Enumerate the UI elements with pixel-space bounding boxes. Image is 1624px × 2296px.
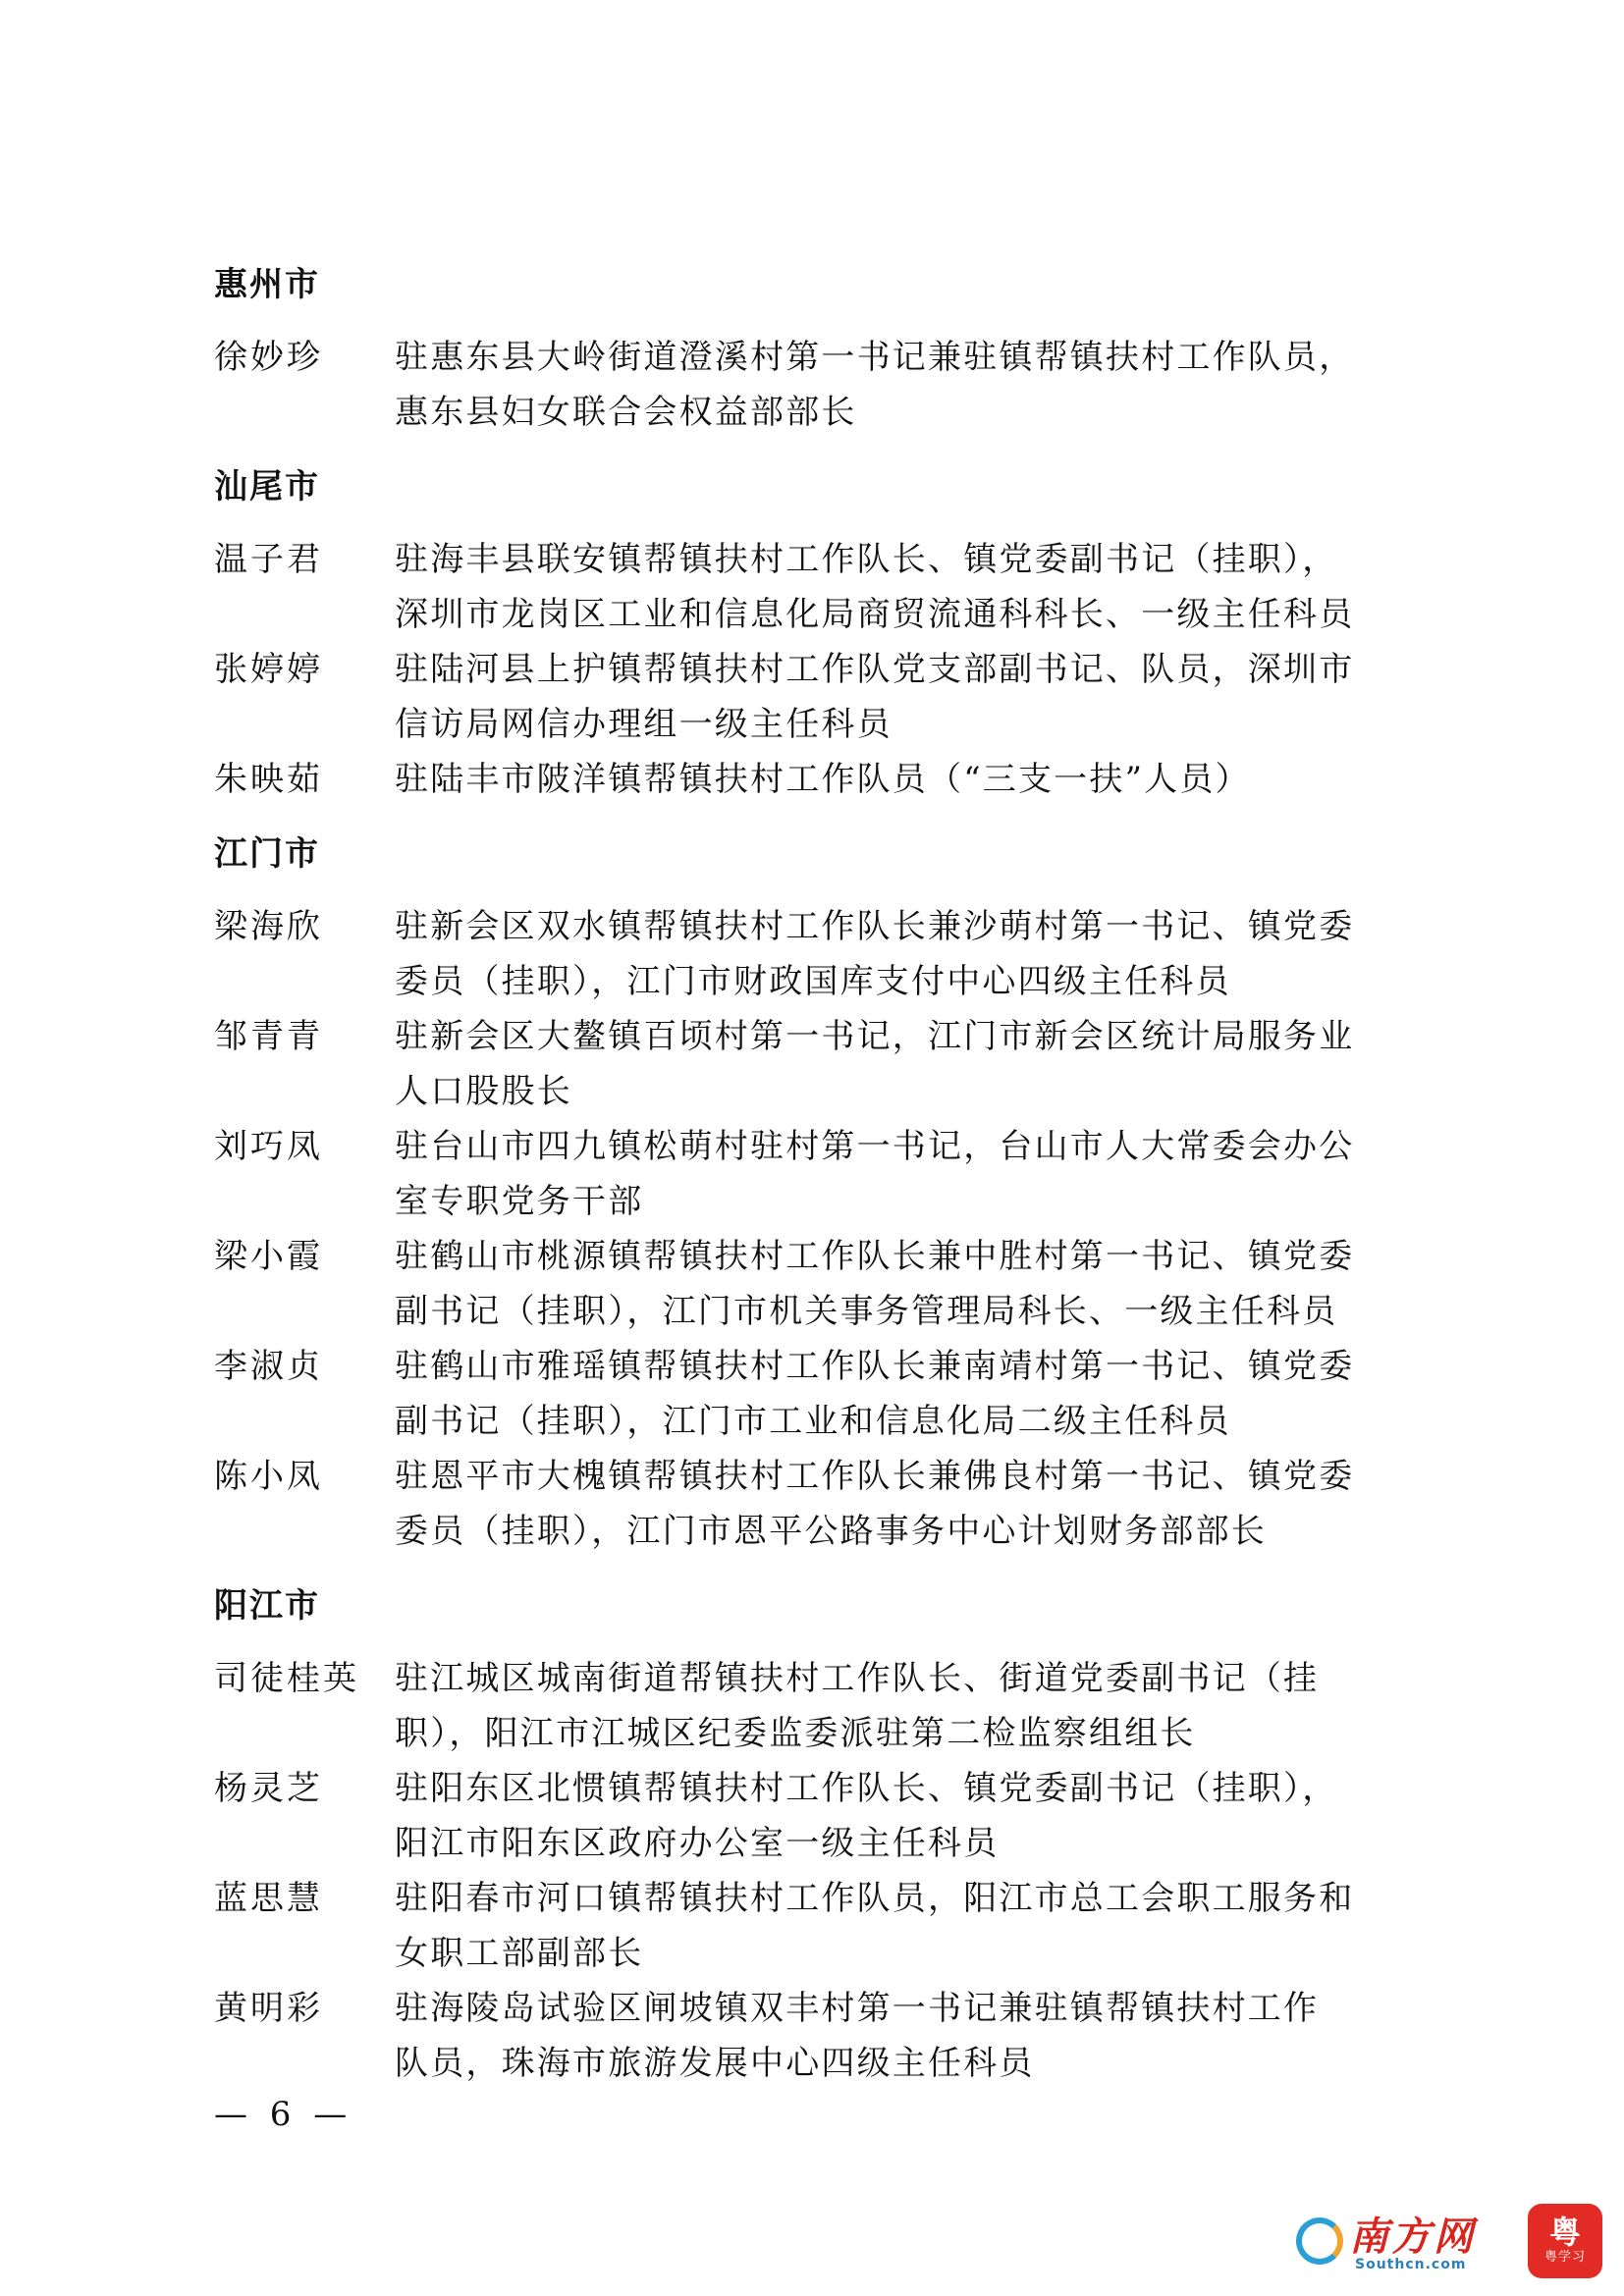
description-line: 驻新会区大鳌镇百顷村第一书记，江门市新会区统计局服务业 <box>395 1017 1355 1056</box>
person-name: 徐妙珍 <box>214 338 323 377</box>
description-line: 委员（挂职），江门市财政国库支付中心四级主任科员 <box>395 962 1231 1001</box>
description-line: 队员，珠海市旅游发展中心四级主任科员 <box>395 2044 1035 2083</box>
description-line: 驻阳春市河口镇帮镇扶村工作队员，阳江市总工会职工服务和 <box>395 1879 1355 1918</box>
list-item <box>214 642 1422 752</box>
description-line: 职），阳江市江城区纪委监委派驻第二检监察组组长 <box>395 1714 1196 1753</box>
description-line: 副书记（挂职），江门市工业和信息化局二级主任科员 <box>395 1402 1231 1441</box>
xuexi-badge-icon <box>1528 2204 1602 2278</box>
description-line: 驻鹤山市桃源镇帮镇扶村工作队长兼中胜村第一书记、镇党委 <box>395 1237 1355 1276</box>
list-item <box>214 1339 1422 1449</box>
person-description <box>395 1229 1420 1339</box>
list-item <box>214 1871 1422 1981</box>
description-line: 驻海丰县联安镇帮镇扶村工作队长、镇党委副书记（挂职）， <box>395 540 1338 579</box>
description-line: 副书记（挂职），江门市机关事务管理局科长、一级主任科员 <box>395 1292 1338 1331</box>
list-item <box>214 1229 1422 1339</box>
watermark-logo <box>1296 2204 1602 2278</box>
page-number: — 6 — <box>214 2095 353 2134</box>
person-name: 张婷婷 <box>214 650 323 689</box>
person-name: 梁小霞 <box>214 1237 323 1276</box>
description-line: 室专职党务干部 <box>395 1182 644 1221</box>
person-name: 黄明彩 <box>214 1989 323 2028</box>
person-description <box>395 532 1420 642</box>
person-description <box>395 1651 1420 1761</box>
description-line: 驻陆丰市陂洋镇帮镇扶村工作队员（“三支一扶”人员） <box>395 760 1251 799</box>
person-name: 杨灵芝 <box>214 1769 323 1808</box>
description-line: 人口股股长 <box>395 1072 572 1111</box>
list-item <box>214 1981 1422 2091</box>
southcn-swirl-icon <box>1296 2217 1343 2265</box>
description-line: 驻惠东县大岭街道澄溪村第一书记兼驻镇帮镇扶村工作队员， <box>395 338 1355 377</box>
list-item <box>214 532 1422 642</box>
city-heading: 汕尾市 <box>214 467 320 507</box>
watermark-url: Southcn.com <box>1355 2257 1467 2272</box>
person-description <box>395 1009 1420 1119</box>
person-name: 温子君 <box>214 540 323 579</box>
person-description <box>395 1119 1420 1229</box>
list-item <box>214 899 1422 1009</box>
person-name: 朱映茹 <box>214 760 323 799</box>
person-name: 蓝思慧 <box>214 1879 323 1918</box>
description-line: 驻江城区城南街道帮镇扶村工作队长、街道党委副书记（挂 <box>395 1659 1320 1698</box>
person-description <box>395 899 1420 1009</box>
person-name: 司徒桂英 <box>214 1659 359 1698</box>
description-line: 驻恩平市大槐镇帮镇扶村工作队长兼佛良村第一书记、镇党委 <box>395 1457 1355 1496</box>
document-body <box>214 257 1422 2091</box>
person-description <box>395 1871 1420 1981</box>
city-heading: 江门市 <box>214 834 320 874</box>
person-name: 刘巧凤 <box>214 1127 323 1166</box>
description-line: 驻台山市四九镇松萌村驻村第一书记，台山市人大常委会办公 <box>395 1127 1355 1166</box>
description-line: 惠东县妇女联合会权益部部长 <box>395 393 857 432</box>
description-line: 阳江市阳东区政府办公室一级主任科员 <box>395 1824 1000 1863</box>
description-line: 信访局网信办理组一级主任科员 <box>395 705 893 744</box>
person-description <box>395 752 1420 807</box>
list-item <box>214 752 1422 807</box>
person-description <box>395 1339 1420 1449</box>
list-item <box>214 1119 1422 1229</box>
person-name: 邹青青 <box>214 1017 323 1056</box>
description-line: 驻鹤山市雅瑶镇帮镇扶村工作队长兼南靖村第一书记、镇党委 <box>395 1347 1355 1386</box>
person-description <box>395 1981 1420 2091</box>
person-name: 梁海欣 <box>214 907 323 946</box>
person-description <box>395 1449 1420 1559</box>
badge-glyph: 粤 <box>1548 2214 1581 2251</box>
list-item <box>214 1009 1422 1119</box>
description-line: 驻新会区双水镇帮镇扶村工作队长兼沙萌村第一书记、镇党委 <box>395 907 1355 946</box>
southcn-logo <box>1296 2210 1514 2278</box>
person-description <box>395 330 1420 440</box>
description-line: 委员（挂职），江门市恩平公路事务中心计划财务部部长 <box>395 1512 1267 1551</box>
list-item <box>214 1761 1422 1871</box>
description-line: 女职工部副部长 <box>395 1934 644 1973</box>
description-line: 深圳市龙岗区工业和信息化局商贸流通科科长、一级主任科员 <box>395 595 1355 634</box>
city-heading: 阳江市 <box>214 1586 320 1626</box>
description-line: 驻海陵岛试验区闸坡镇双丰村第一书记兼驻镇帮镇扶村工作 <box>395 1989 1320 2028</box>
list-item <box>214 330 1422 440</box>
person-name: 李淑贞 <box>214 1347 323 1386</box>
badge-text: 粤学习 <box>1543 2250 1586 2265</box>
person-description <box>395 642 1420 752</box>
list-item <box>214 1449 1422 1559</box>
list-item <box>214 1651 1422 1761</box>
person-description <box>395 1761 1420 1871</box>
watermark-brand: 南方网 <box>1349 2214 1476 2260</box>
person-name: 陈小凤 <box>214 1457 323 1496</box>
city-heading: 惠州市 <box>214 265 320 304</box>
description-line: 驻阳东区北惯镇帮镇扶村工作队长、镇党委副书记（挂职）， <box>395 1769 1338 1808</box>
description-line: 驻陆河县上护镇帮镇扶村工作队党支部副书记、队员，深圳市 <box>395 650 1355 689</box>
